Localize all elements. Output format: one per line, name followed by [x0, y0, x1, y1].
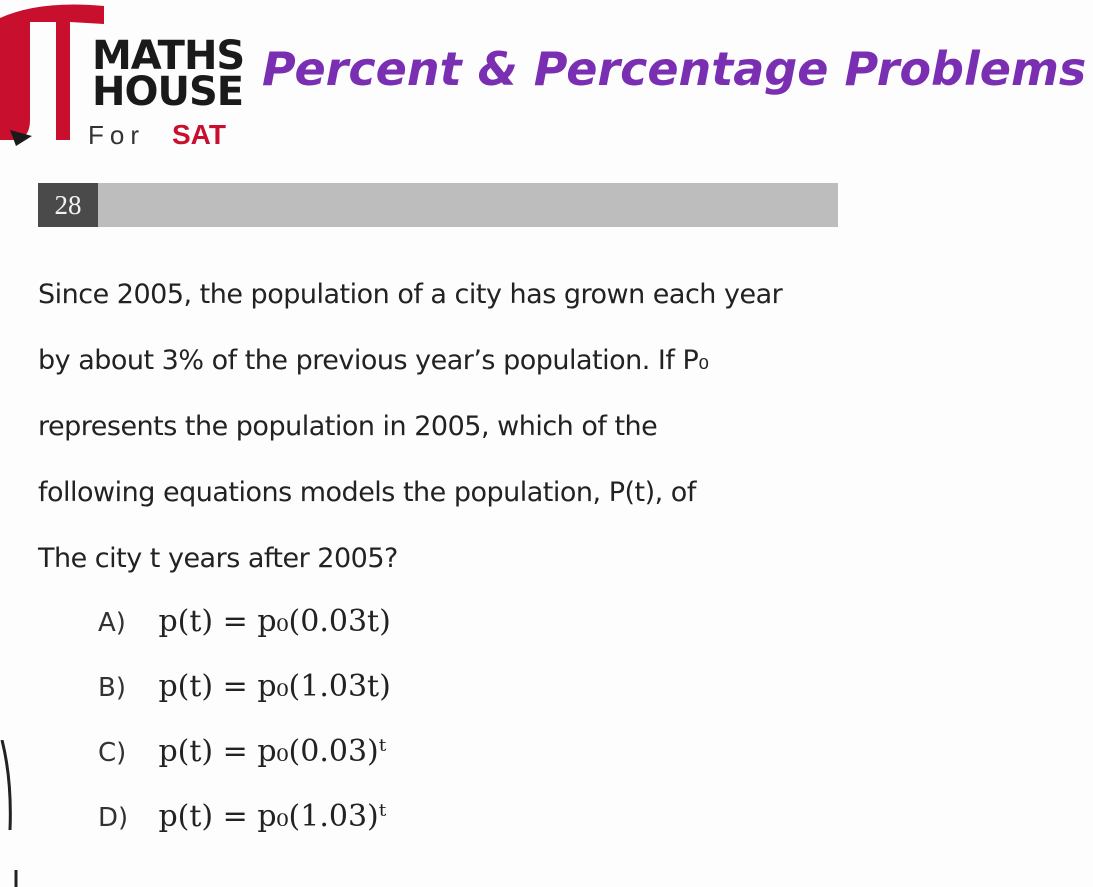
stem-line: represents the population in 2005, which of the: [38, 411, 658, 442]
question-number: 28: [38, 183, 98, 227]
stem-line: by about 3% of the previous year’s population. If P₀: [38, 345, 709, 376]
brand-maths: MATHS: [92, 33, 245, 79]
brand-for: For: [88, 120, 145, 150]
choice-letter: D): [98, 803, 129, 833]
page-title: Percent & Percentage Problems: [262, 42, 1087, 96]
stem-line: Since 2005, the population of a city has grown each year: [38, 279, 783, 310]
choice-equation: p(t) = p₀(0.03)ᵗ: [158, 734, 387, 769]
brand-house: HOUSE: [92, 69, 244, 115]
stem-line: The city t years after 2005?: [38, 543, 398, 574]
choice-letter: C): [98, 738, 127, 768]
choice-letter: B): [98, 673, 126, 703]
question-stem: [38, 262, 878, 592]
choice-letter: A): [98, 608, 126, 638]
question-header-bar: [38, 183, 838, 227]
choice-b[interactable]: [98, 669, 391, 719]
pen-stroke-mark: [0, 740, 30, 887]
choice-a[interactable]: [98, 604, 391, 654]
choice-equation: p(t) = p₀(1.03)ᵗ: [158, 799, 387, 834]
choice-c[interactable]: [98, 734, 386, 784]
stem-line: following equations models the population, P(t), of: [38, 477, 696, 508]
choice-equation: p(t) = p₀(1.03t): [158, 669, 391, 704]
choice-equation: p(t) = p₀(0.03t): [158, 604, 391, 639]
brand-logo: [0, 0, 250, 150]
brand-sat: SAT: [172, 119, 226, 150]
choice-d[interactable]: [98, 799, 386, 849]
